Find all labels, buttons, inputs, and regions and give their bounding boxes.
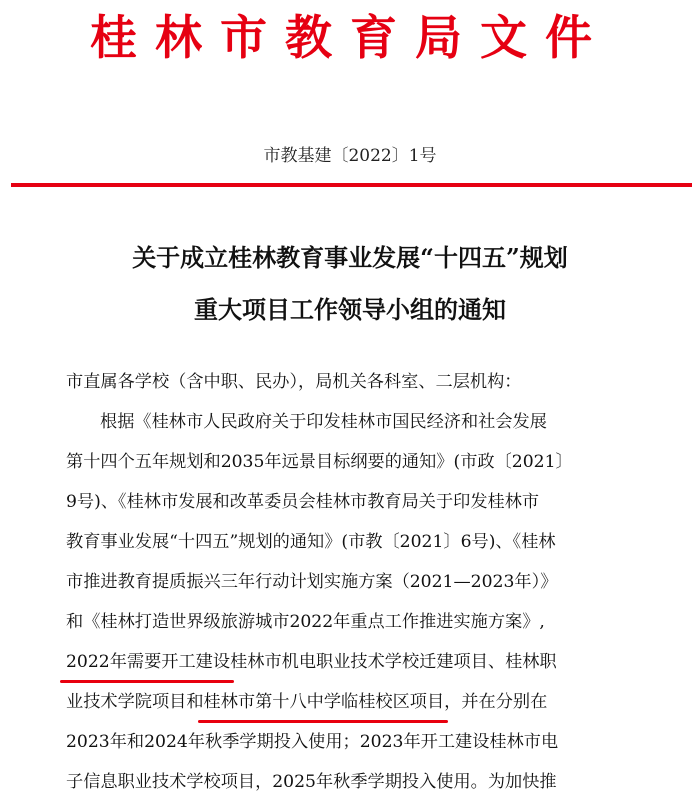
body-line-7-rest: 桂林市机电职业技术学校迁建项目、桂林职 <box>230 652 557 672</box>
notice-title-line-2: 重大项目工作领导小组的通知 <box>194 295 506 324</box>
body-line-10: 子信息职业技术学校项目，2025年秋季学期投入使用。为加快推 <box>66 772 557 792</box>
body-line-5: 市推进教育提质振兴三年行动计划实施方案（2021—2023年）》 <box>66 572 558 592</box>
body-line-8 <box>66 690 547 714</box>
highlighted-phrase-school-campus: 桂林市第十八中学临桂校区项目 <box>203 692 445 712</box>
body-line-2: 第十四个五年规划和2035年远景目标纲要的通知》(市政〔2021〕 <box>66 452 573 472</box>
body-line-1: 根据《桂林市人民政府关于印发桂林市国民经济和社会发展 <box>100 412 547 432</box>
highlighted-phrase-construction-year: 2022年需要开工建设 <box>66 652 231 672</box>
body-line-7 <box>66 650 557 674</box>
body-line-4: 教育事业发展“十四五”规划的通知》(市教〔2021〕6号)、《桂林 <box>66 532 556 552</box>
body-line-9: 2023年和2024年秋季学期投入使用；2023年开工建设桂林市电 <box>66 732 559 752</box>
addressee-line: 市直属各学校（含中职、民办），局机关各科室、二层机构： <box>66 372 522 392</box>
body-line-8-start: 业技术学院项目和 <box>66 692 204 712</box>
document-number: 市教基建〔2022〕1号 <box>263 146 437 166</box>
document-header: 桂林市教育局文件 <box>90 11 610 66</box>
notice-title-line-1: 关于成立桂林教育事业发展“十四五”规划 <box>132 243 568 272</box>
body-line-3: 9号)、《桂林市发展和改革委员会桂林市教育局关于印发桂林市 <box>66 492 540 512</box>
body-line-6: 和《桂林打造世界级旅游城市2022年重点工作推进实施方案》, <box>66 612 545 632</box>
body-line-8-end: ，并在分别在 <box>444 692 548 712</box>
